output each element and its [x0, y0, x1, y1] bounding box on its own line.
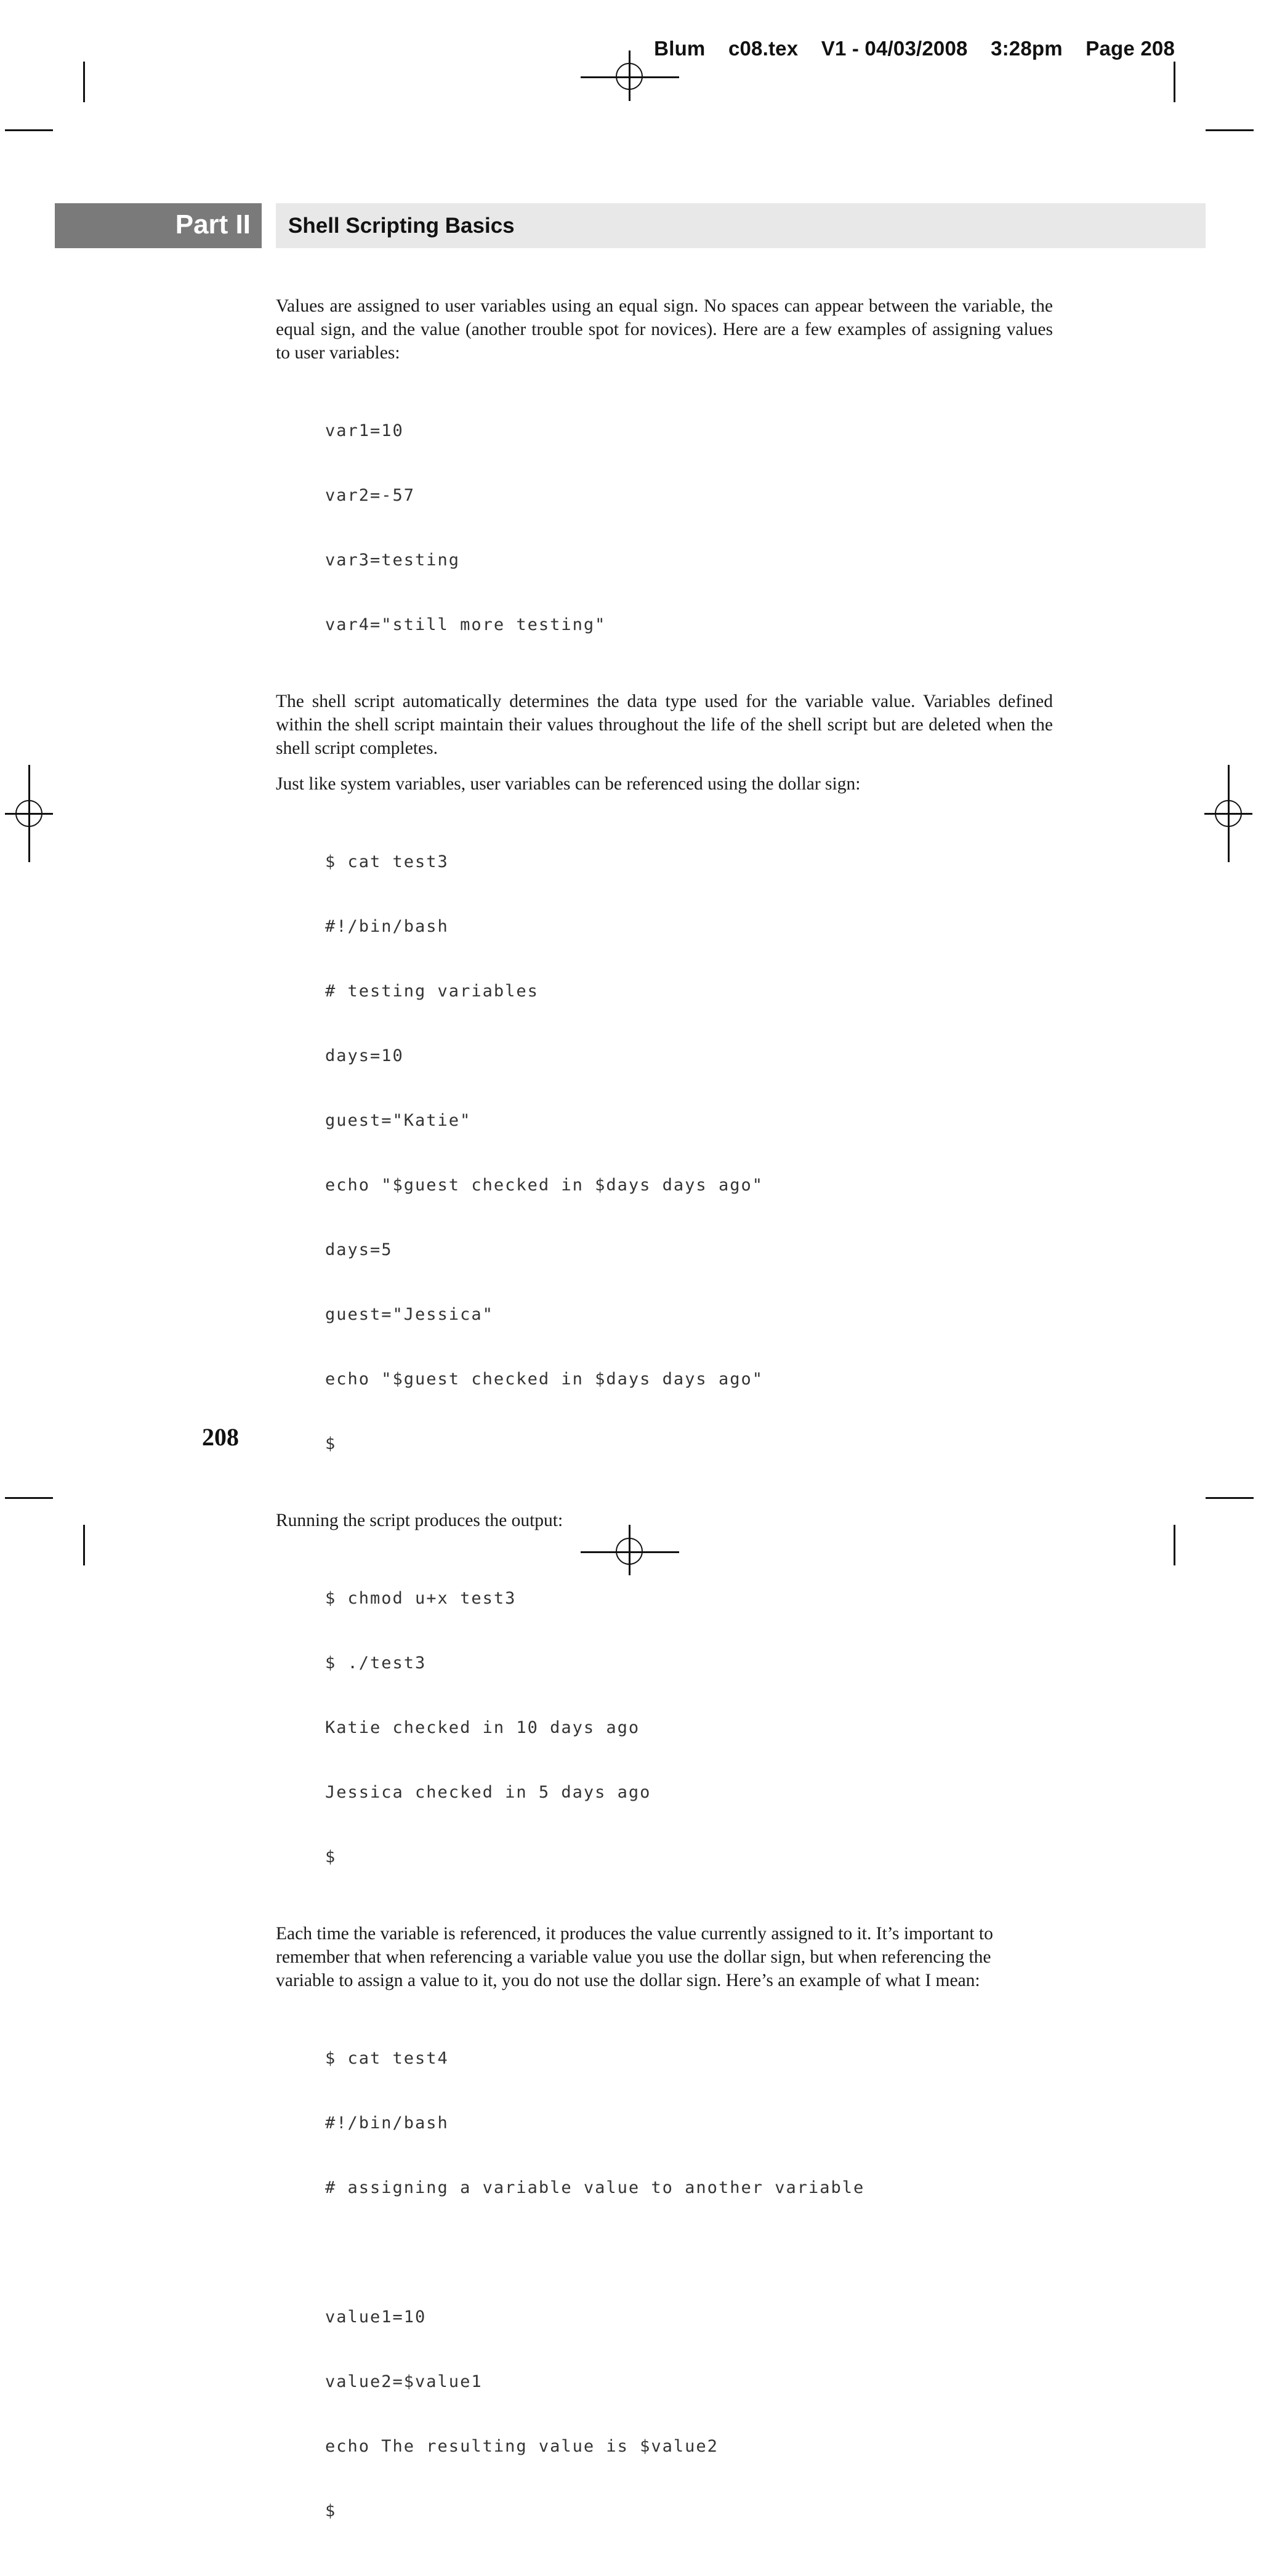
page-number: 208: [202, 1423, 239, 1451]
code-line: echo The resulting value is $value2: [325, 2437, 719, 2456]
page-content: [276, 294, 1053, 2576]
code-line: $ cat test3: [325, 852, 449, 871]
code-line: $ cat test4: [325, 2049, 449, 2068]
code-line: $: [325, 1847, 337, 1867]
code-line: # assigning a variable value to another variable: [325, 2178, 865, 2197]
code-line: guest="Katie": [325, 1111, 472, 1130]
code-block-4: [325, 2005, 1053, 2565]
code-line: days=10: [325, 1046, 404, 1065]
code-line: $ chmod u+x test3: [325, 1589, 517, 1608]
paragraph-3: Just like system variables, user variables can be referenced using the dollar sign:: [276, 774, 861, 794]
code-line: # testing variables: [325, 982, 539, 1001]
code-line: $ ./test3: [325, 1653, 427, 1673]
code-line: var3=testing: [325, 551, 461, 570]
header-slug: Blum c08.tex V1 - 04/03/2008 3:28pm Page 208: [654, 37, 1175, 60]
code-line: var2=-57: [325, 486, 416, 505]
code-line: [325, 2242, 1053, 2263]
code-line: $: [325, 1434, 337, 1453]
code-line: echo "$guest checked in $days days ago": [325, 1176, 763, 1195]
chapter-title-bar: [276, 203, 1206, 248]
code-line: value2=$value1: [325, 2372, 483, 2391]
paragraph-2: The shell script automatically determines the data type used for the variable value. Variables defined within the shell script maintain their values throughout the life of the shell script but are deleted when the shell script completes.: [276, 692, 1053, 758]
paragraph-4: Running the script produces the output:: [276, 1511, 563, 1530]
code-line: #!/bin/bash: [325, 917, 449, 936]
code-line: guest="Jessica": [325, 1305, 494, 1324]
code-block-2: [325, 808, 1053, 1498]
code-line: $: [325, 2501, 337, 2521]
code-line: var4="still more testing": [325, 615, 606, 634]
part-tab: [55, 203, 262, 248]
part-label: Part II: [175, 209, 251, 240]
code-line: value1=10: [325, 2307, 427, 2327]
code-line: #!/bin/bash: [325, 2114, 449, 2133]
code-line: echo "$guest checked in $days days ago": [325, 1370, 763, 1389]
chapter-title: Shell Scripting Basics: [288, 214, 515, 238]
paragraph-5: Each time the variable is referenced, it produces the value currently assigned to it. It’s important to remember that when referencing a variable value you use the dollar sign, but when referencing the variable to assign a value to it, you do not use the dollar sign. Here’s an example of what I mean:: [276, 1924, 993, 1990]
paragraph-1: Values are assigned to user variables using an equal sign. No spaces can appear between the variable, the equal sign, and the value (another trouble spot for novices). Here are a few examples of assigning values to user variables:: [276, 296, 1053, 363]
code-line: var1=10: [325, 421, 404, 440]
code-block-1: [325, 377, 1053, 679]
code-line: days=5: [325, 1240, 393, 1259]
code-line: Katie checked in 10 days ago: [325, 1718, 640, 1737]
code-line: Jessica checked in 5 days ago: [325, 1783, 651, 1802]
code-block-3: [325, 1544, 1053, 1911]
